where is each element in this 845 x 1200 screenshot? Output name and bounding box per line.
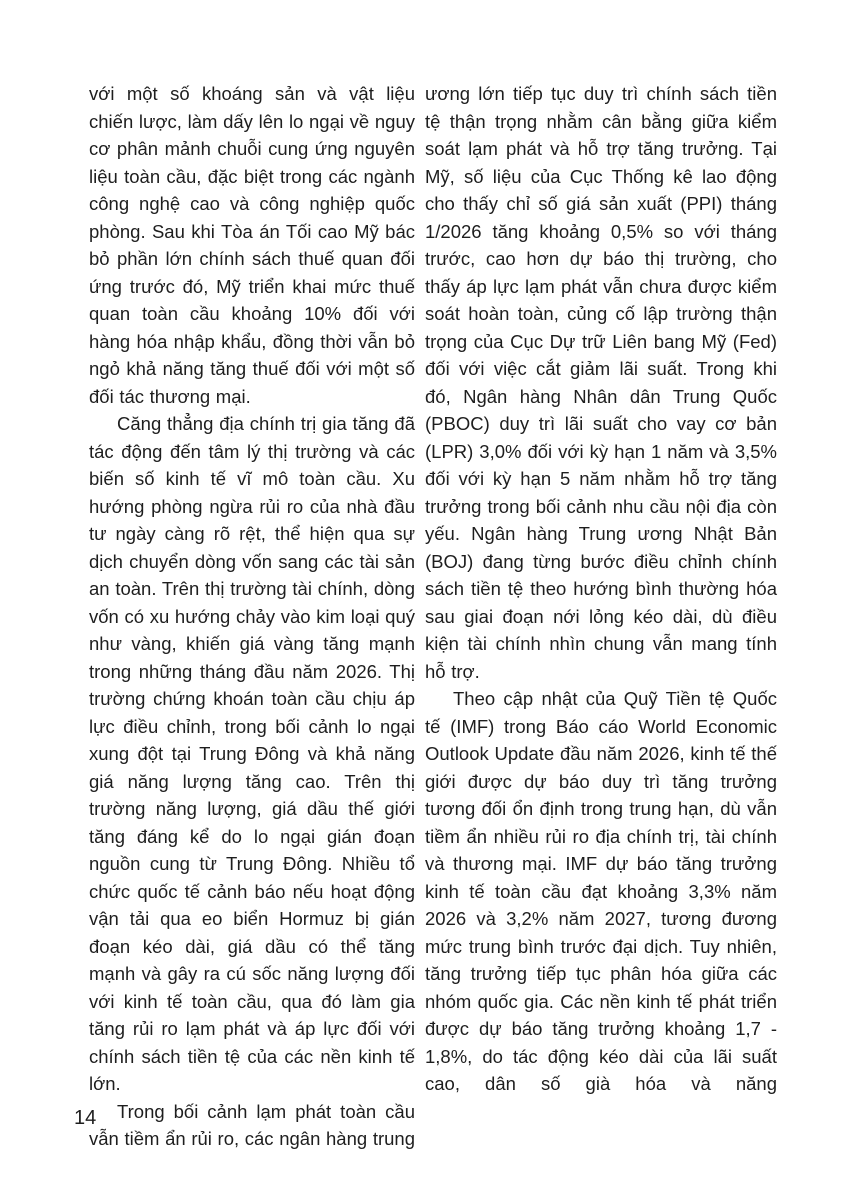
column-left [89,80,415,1153]
paragraph: Căng thẳng địa chính trị gia tăng đã tác động đến tâm lý thị trường và các biến số kinh tế vĩ mô toàn cầu. Xu hướng phòng ngừa rủi ro của nhà đầu tư ngày càng rõ rệt, thể hiện qua sự dịch chuyển dòng vốn sang các tài sản an toàn. Trên thị trường tài chính, dòng vốn có xu hướng chảy vào kim loại quý như vàng, khiến giá vàng tăng mạnh trong những tháng đầu năm 2026. Thị trường chứng khoán toàn cầu chịu áp lực điều chỉnh, trong bối cảnh lo ngại xung đột tại Trung Đông và khả năng giá năng lượng tăng cao. Trên thị trường năng lượng, giá dầu thế giới tăng đáng kể do lo ngại gián đoạn nguồn cung từ Trung Đông. Nhiều tổ chức quốc tế cảnh báo nếu hoạt động vận tải qua eo biển Hormuz bị gián đoạn kéo dài, giá dầu có thể tăng mạnh và gây ra cú sốc năng lượng đối với kinh tế toàn cầu, qua đó làm gia tăng rủi ro lạm phát và áp lực đối với chính sách tiền tệ của các nền kinh tế lớn. [89,413,415,1094]
paragraph: Theo cập nhật của Quỹ Tiền tệ Quốc tế (IMF) trong Báo cáo World Economic Outlook Update đầu năm 2026, kinh tế thế giới được dự báo duy trì tăng trưởng tương đối ổn định trong trung hạn, dù vẫn tiềm ẩn nhiều rủi ro địa chính trị, tài chính và thương mại. IMF dự báo tăng trưởng kinh tế toàn cầu đạt khoảng 3,3% năm 2026 và 3,2% năm 2027, tương đương mức trung bình trước đại dịch. Tuy nhiên, tăng trưởng tiếp tục phân hóa giữa các nhóm quốc gia. Các nền kinh tế phát triển được dự báo tăng trưởng khoảng 1,7 - 1,8%, do tác động kéo dài của lãi suất cao, dân số già hóa và năng [425,688,777,1094]
paragraph: với một số khoáng sản và vật liệu chiến lược, làm dấy lên lo ngại về nguy cơ phân mảnh chuỗi cung ứng nguyên liệu toàn cầu, đặc biệt trong các ngành công nghệ cao và công nghiệp quốc phòng. Sau khi Tòa án Tối cao Mỹ bác bỏ phần lớn chính sách thuế quan đối ứng trước đó, Mỹ triển khai mức thuế quan toàn cầu khoảng 10% đối với hàng hóa nhập khẩu, đồng thời vẫn bỏ ngỏ khả năng tăng thuế đối với một số đối tác thương mại. [89,83,415,407]
paragraph: ương lớn tiếp tục duy trì chính sách tiền tệ thận trọng nhằm cân bằng giữa kiểm soát lạm phát và hỗ trợ tăng trưởng. Tại Mỹ, số liệu của Cục Thống kê lao động cho thấy chỉ số giá sản xuất (PPI) tháng 1/2026 tăng khoảng 0,5% so với tháng trước, cao hơn dự báo thị trường, cho thấy áp lực lạm phát vẫn chưa được kiểm soát hoàn toàn, củng cố lập trường thận trọng của Cục Dự trữ Liên bang Mỹ (Fed) đối với việc cắt giảm lãi suất. Trong khi đó, Ngân hàng Nhân dân Trung Quốc (PBOC) duy trì lãi suất cho vay cơ bản (LPR) 3,0% đối với kỳ hạn 1 năm và 3,5% đối với kỳ hạn 5 năm nhằm hỗ trợ tăng trưởng trong bối cảnh nhu cầu nội địa còn yếu. Ngân hàng Trung ương Nhật Bản (BOJ) đang từng bước điều chỉnh chính sách tiền tệ theo hướng bình thường hóa sau giai đoạn nới lỏng kéo dài, dù điều kiện tài chính nhìn chung vẫn mang tính hỗ trợ. [425,83,777,682]
text-columns [89,80,777,1153]
page-number: 14 [74,1107,97,1129]
column-right [425,80,777,1098]
paragraph: Trong bối cảnh lạm phát toàn cầu vẫn tiềm ẩn rủi ro, các ngân hàng trung [89,1100,415,1149]
